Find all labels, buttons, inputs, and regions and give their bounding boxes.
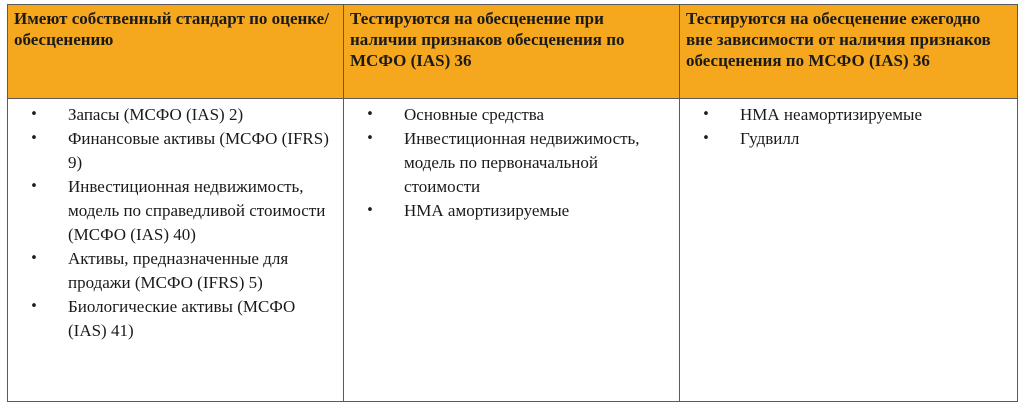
list-own-standard [12,103,339,343]
bullet-icon: • [30,131,38,146]
list-item [12,175,339,247]
bullet-icon: • [366,131,374,146]
bullet-icon: • [30,251,38,266]
list-item [348,199,675,223]
cell-test-annually [680,99,1018,402]
list-item [12,127,339,175]
bullet-icon: • [702,107,710,122]
list-item [348,103,675,127]
cell-test-on-indicators [344,99,680,402]
list-item-text: Активы, предназначенные для продажи (МСФО (IFRS) 5) [68,249,289,292]
header-row [8,5,1018,99]
list-item-text: НМА неамортизируемые [740,105,923,124]
content-row [8,99,1018,402]
list-item [12,103,339,127]
list-item [348,127,675,199]
list-item-text: Запасы (МСФО (IAS) 2) [68,105,244,124]
list-item-text: Основные средства [404,105,545,124]
list-item-text: Биологические активы (МСФО (IAS) 41) [68,297,296,340]
header-own-standard: Имеют собственный стандарт по оценке/обесценению [8,5,344,99]
bullet-icon: • [366,107,374,122]
list-item-text: Инвестиционная недвижимость, модель по первоначальной стоимости [404,129,640,196]
list-test-on-indicators [348,103,675,223]
bullet-icon: • [30,179,38,194]
list-item-text: НМА амортизируемые [404,201,570,220]
list-item [684,103,1013,127]
header-test-annually: Тестируются на обесценение ежегодно вне зависимости от наличия признаков обесценения по МСФО (IAS) 36 [680,5,1018,99]
list-item [684,127,1013,151]
list-item-text: Гудвилл [740,129,800,148]
list-item-text: Финансовые активы (МСФО (IFRS) 9) [68,129,329,172]
list-item [12,295,339,343]
cell-own-standard [8,99,344,402]
bullet-icon: • [30,299,38,314]
bullet-icon: • [366,203,374,218]
header-test-on-indicators: Тестируются на обесценение при наличии признаков обесценения по МСФО (IAS) 36 [344,5,680,99]
list-test-annually [684,103,1013,151]
bullet-icon: • [30,107,38,122]
impairment-standards-table [7,4,1018,402]
list-item [12,247,339,295]
bullet-icon: • [702,131,710,146]
list-item-text: Инвестиционная недвижимость, модель по справедливой стоимости (МСФО (IAS) 40) [68,177,326,244]
